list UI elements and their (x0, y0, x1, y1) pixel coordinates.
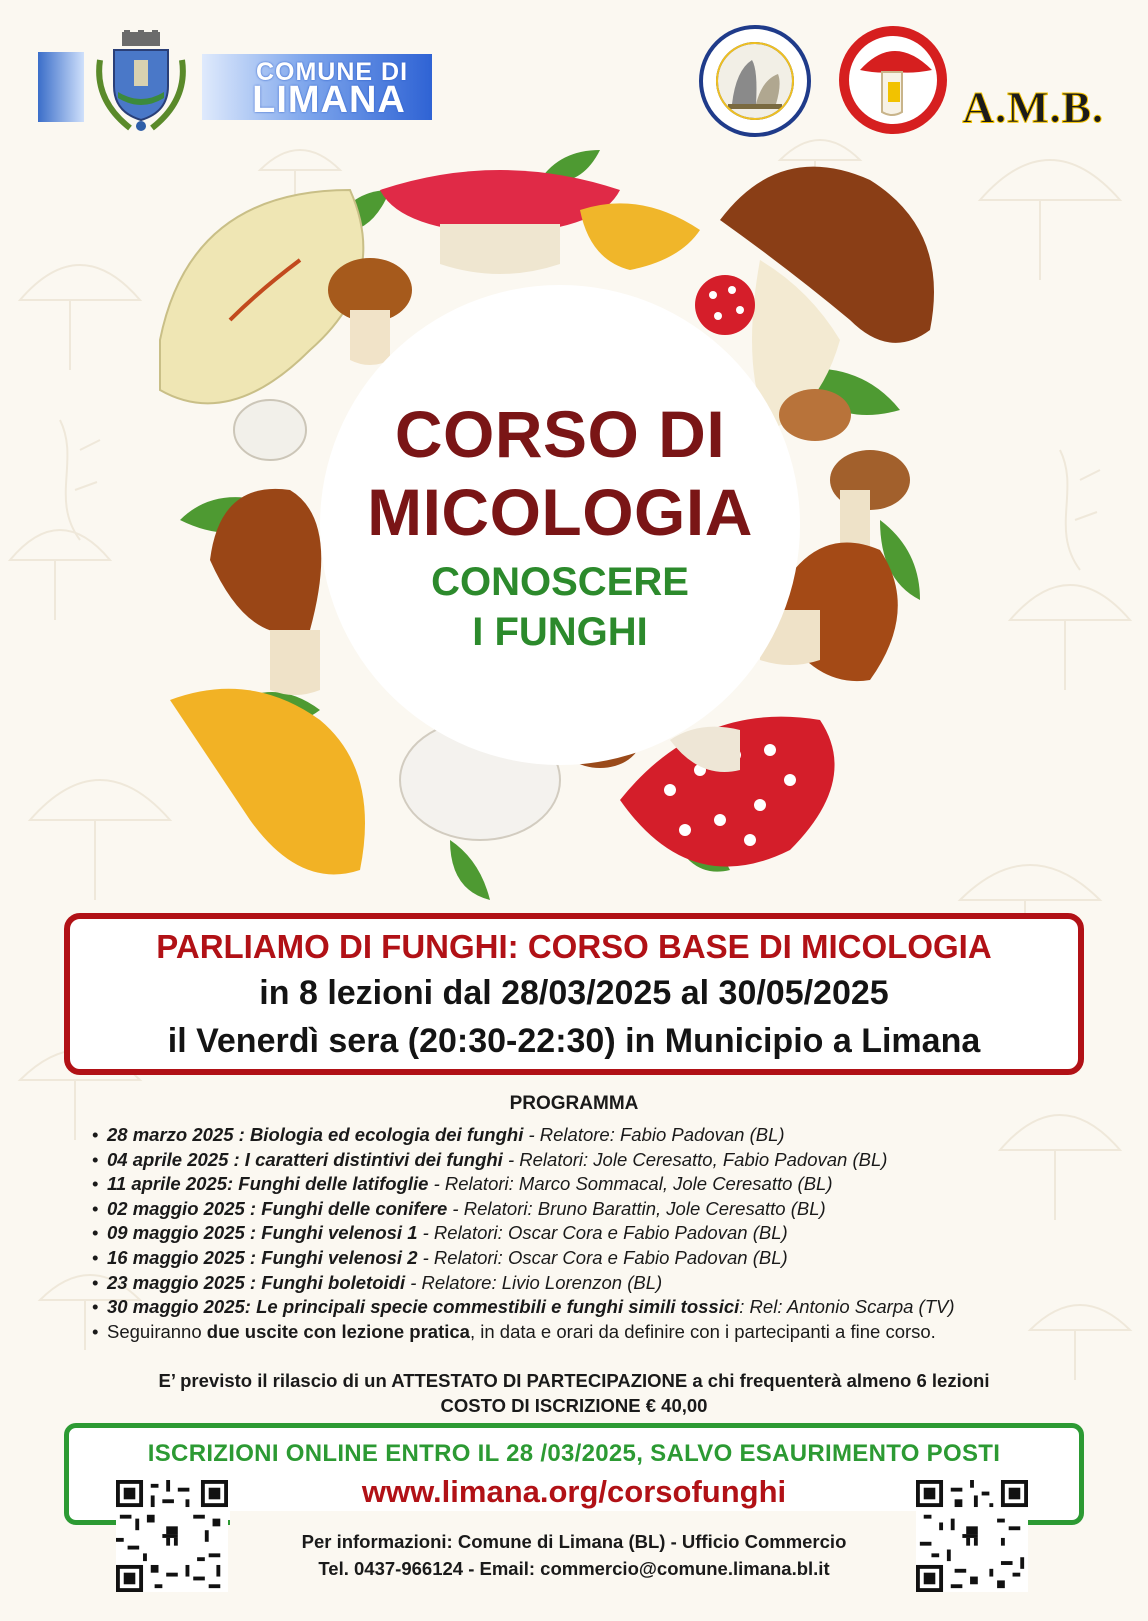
title-line-1: CORSO DI (394, 397, 726, 471)
list-item: • 28 marzo 2025 : Biologia ed ecologia dei funghi - Relatore: Fabio Padovan (BL) (92, 1123, 1102, 1148)
comune-blue-bar (38, 52, 84, 122)
header-logos (36, 30, 1108, 150)
course-dates: in 8 lezioni dal 28/03/2025 al 30/05/2025 (259, 974, 889, 1012)
list-item: • 04 aprile 2025 : I caratteri distintivi dei funghi - Relatori: Jole Ceresatto, Fabio Padovan (BL) (92, 1148, 1102, 1173)
limana-label: LIMANA (252, 79, 406, 121)
list-item: • 16 maggio 2025 : Funghi velenosi 2 - Relatori: Oscar Cora e Fabio Padovan (BL) (92, 1246, 1102, 1271)
registration-link[interactable]: www.limana.org/corsofunghi (361, 1474, 787, 1509)
programma-heading: PROGRAMMA (509, 1093, 639, 1114)
iscrizioni-headline: ISCRIZIONI ONLINE ENTRO IL 28 /03/2025, SALVO ESAURIMENTO POSTI (147, 1440, 1001, 1467)
list-item: • 23 maggio 2025 : Funghi boletoidi - Relatore: Livio Lorenzon (BL) (92, 1271, 1102, 1296)
costo-line: COSTO DI ISCRIZIONE € 40,00 (440, 1395, 708, 1416)
list-item: • 30 maggio 2025: Le principali specie commestibili e funghi simili tossici: Rel: Antonio Scarpa (TV) (92, 1295, 1102, 1320)
list-item-uscite: • Seguiranno due uscite con lezione pratica, in data e orari da definire con i partecipanti a fine corso. (92, 1320, 1102, 1345)
comune-label: COMUNE DI (255, 58, 409, 86)
list-item: • 09 maggio 2025 : Funghi velenosi 1 - Relatori: Oscar Cora e Fabio Padovan (BL) (92, 1221, 1102, 1246)
course-schedule: il Venerdì sera (20:30-22:30) in Municipio a Limana (167, 1022, 981, 1060)
course-info-box (64, 913, 1084, 1075)
comune-crest-emblem (86, 30, 196, 142)
list-item: • 02 maggio 2025 : Funghi delle conifere - Relatori: Bruno Barattin, Jole Ceresatto (BL) (92, 1197, 1102, 1222)
title-line-2: MICOLOGIA (367, 475, 753, 549)
programma-list (92, 1123, 1102, 1344)
subtitle-line-2: I FUNGHI (472, 610, 648, 654)
hero-title-block (300, 395, 820, 657)
info-line: Per informazioni: Comune di Limana (BL) - Ufficio Commercio (301, 1531, 847, 1552)
subtitle-line-1: CONOSCERE (431, 560, 689, 604)
associazione-micologica-logo (698, 24, 812, 138)
attestato-line: E’ previsto il rilascio di un ATTESTATO DI PARTECIPAZIONE a chi frequenterà almeno 6 lezioni (158, 1370, 990, 1391)
amb-label: A.M.B. (962, 83, 1104, 132)
list-item: • 11 aprile 2025: Funghi delle latifoglie - Relatori: Marco Sommacal, Jole Ceresatto (BL) (92, 1172, 1102, 1197)
contact-line: Tel. 0437-966124 - Email: commercio@comune.limana.bl.it (318, 1558, 830, 1579)
course-headline: PARLIAMO DI FUNGHI: CORSO BASE DI MICOLOGIA (156, 928, 992, 965)
contact-info (0, 1528, 1148, 1582)
attestato-note (0, 1368, 1148, 1418)
comune-di-limana-logo (202, 54, 432, 120)
